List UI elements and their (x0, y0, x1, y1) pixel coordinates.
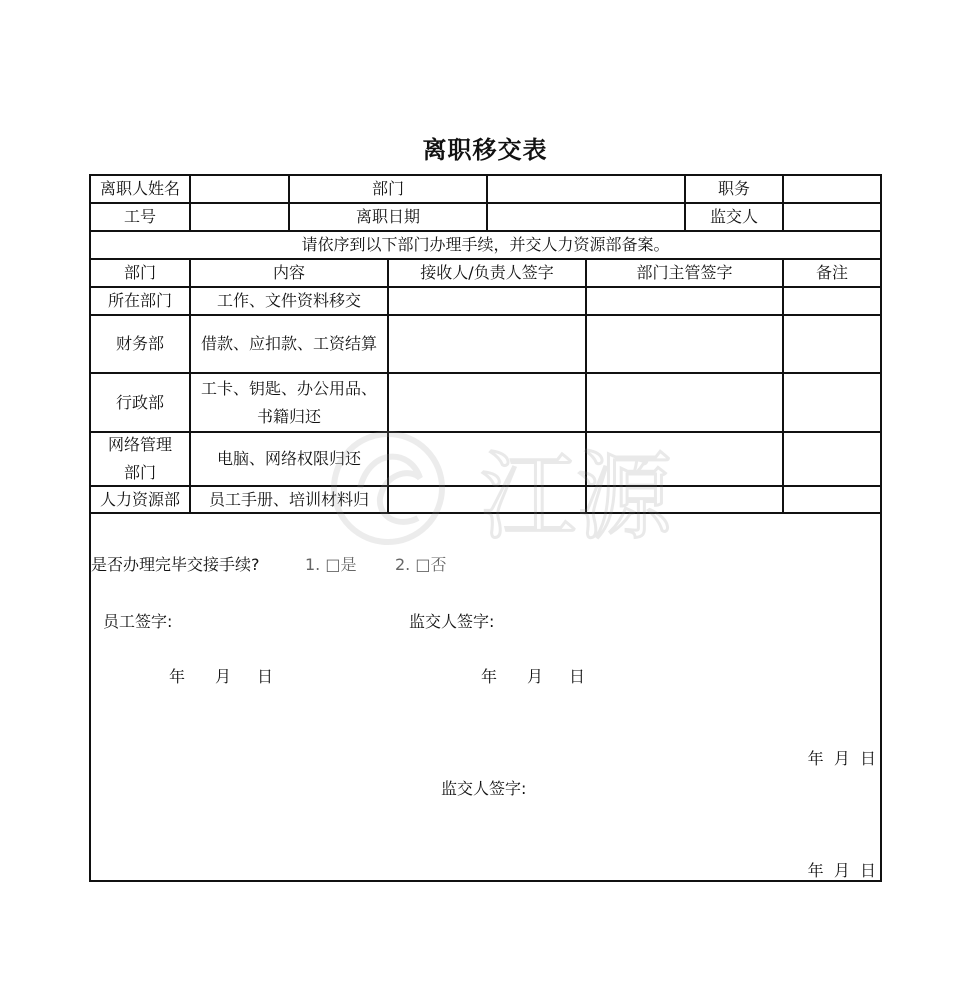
supervisor-field[interactable] (784, 204, 880, 230)
row-dept: 所在部门 (107, 291, 172, 310)
row-dept: 人力资源部 (99, 489, 180, 509)
supervisor-signature-label: 监交人签字: (409, 612, 495, 631)
column-header-remarks: 备注 (815, 263, 848, 282)
leave-date-field[interactable] (488, 204, 684, 230)
label-leave-date: 离职日期 (355, 207, 420, 226)
employee-date-year: 年 (169, 667, 186, 686)
option-yes-checkbox[interactable]: 1. □是 (305, 555, 357, 574)
form-title: 离职移交表 (422, 136, 548, 164)
employee-signature-label: 员工签字: (103, 612, 173, 631)
row-content: 员工手册、培训材料归 (208, 489, 369, 509)
department-field[interactable] (488, 176, 684, 202)
row-dept: 行政部 (115, 392, 164, 412)
handover-form (89, 174, 882, 882)
date-line-1: 年 月 日 (807, 749, 876, 768)
watermark-text: 江源 (480, 441, 672, 553)
label-name: 离职人姓名 (99, 179, 180, 198)
employee-date-day: 日 (257, 667, 274, 686)
position-field[interactable] (784, 176, 880, 202)
employee-id-field[interactable] (191, 204, 288, 230)
row-content: 工作、文件资料移交 (216, 291, 361, 310)
supervisor-date-year: 年 (481, 667, 498, 686)
label-department: 部门 (371, 179, 404, 198)
handover-question: 是否办理完毕交接手续? (91, 555, 260, 574)
employee-date-month: 月 (215, 667, 232, 686)
supervisor-signature-label-2: 监交人签字: (441, 779, 527, 798)
row-dept: 财务部 (115, 334, 164, 353)
column-header-content: 内容 (272, 263, 305, 282)
label-position: 职务 (717, 179, 750, 198)
label-employee-id: 工号 (123, 207, 156, 226)
date-line-2: 年 月 日 (807, 861, 876, 880)
column-header-receiver-sign: 接收人/负责人签字 (420, 263, 554, 282)
option-no-checkbox[interactable]: 2. □否 (395, 555, 447, 574)
label-supervisor: 监交人 (709, 207, 758, 226)
column-header-manager-sign: 部门主管签字 (636, 263, 733, 282)
row-dept: 网络管理部门 (107, 435, 172, 482)
name-field[interactable] (191, 176, 288, 202)
supervisor-date-month: 月 (527, 667, 544, 686)
instruction-text: 请依序到以下部门办理手续，并交人力资源部备案。 (301, 235, 670, 254)
row-content: 电脑、网络权限归还 (216, 449, 361, 468)
row-content: 借款、应扣款、工资结算 (200, 334, 377, 353)
row-content: 工卡、钥匙、办公用品、书籍归还 (200, 378, 377, 426)
column-header-department: 部门 (123, 263, 156, 282)
supervisor-date-day: 日 (569, 667, 586, 686)
